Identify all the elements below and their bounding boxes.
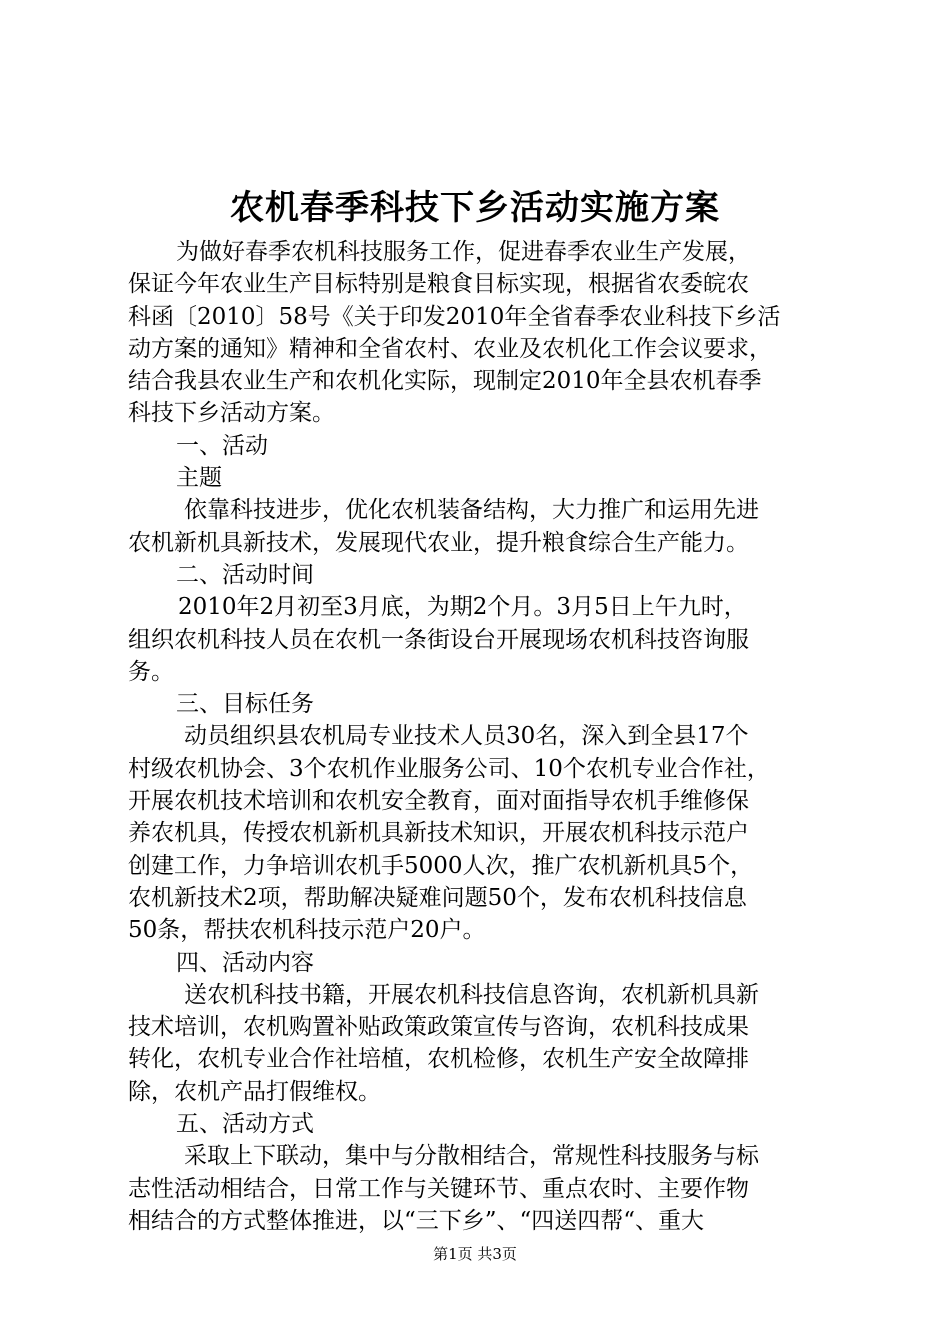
section-heading: 一、活动	[176, 432, 268, 459]
text-line: 保证今年农业生产目标特别是粮食目标实现，根据省农委皖农	[128, 271, 749, 298]
text-line: 送农机科技书籍，开展农机科技信息咨询，农机新机具新	[184, 981, 759, 1008]
document-body	[128, 236, 836, 1237]
text-line: 开展农机技术培训和农机安全教育，面对面指导农机手维修保	[128, 788, 749, 815]
text-line: 结合我县农业生产和农机化实际，现制定2010年全县农机春季	[128, 368, 762, 395]
document-title: 农机春季科技下乡活动实施方案	[230, 188, 720, 228]
text-line: 农机新机具新技术，发展现代农业，提升粮食综合生产能力。	[128, 529, 749, 556]
text-line: 科函〔2010〕58号《关于印发2010年全省春季农业科技下乡活	[128, 303, 781, 330]
text-line: 村级农机协会、3个农机作业服务公司、10个农机专业合作社，	[128, 755, 770, 782]
text-line: 志性活动相结合，日常工作与关键环节、重点农时、主要作物	[128, 1175, 749, 1202]
text-line: 2010年2月初至3月底，为期2个月。3月5日上午九时，	[178, 594, 747, 621]
section-heading: 五、活动方式	[176, 1111, 314, 1138]
section-heading: 二、活动时间	[176, 561, 314, 588]
text-line: 除，农机产品打假维权。	[128, 1078, 381, 1105]
text-line: 技术培训，农机购置补贴政策政策宣传与咨询，农机科技成果	[128, 1014, 749, 1041]
text-line: 科技下乡活动方案。	[128, 400, 335, 427]
text-line: 50条，帮扶农机科技示范户20户。	[128, 917, 486, 944]
text-line: 相结合的方式整体推进，以“三下乡”、“四送四帮“、重大	[128, 1207, 705, 1234]
text-line: 动方案的通知》精神和全省农村、农业及农机化工作会议要求，	[128, 335, 772, 362]
section-heading: 四、活动内容	[176, 949, 314, 976]
text-line: 养农机具，传授农机新机具新技术知识，开展农机科技示范户	[128, 820, 749, 847]
text-line: 组织农机科技人员在农机一条街设台开展现场农机科技咨询服	[128, 626, 749, 653]
text-line: 创建工作，力争培训农机手5000人次，推广农机新机具5个，	[128, 852, 754, 879]
text-line: 采取上下联动，集中与分散相结合，常规性科技服务与标	[184, 1143, 759, 1170]
text-line: 依靠科技进步，优化农机装备结构，大力推广和运用先进	[184, 497, 759, 524]
page-footer: 第1页 共3页	[433, 1245, 517, 1263]
text-line: 务。	[128, 658, 174, 685]
text-line: 农机新技术2项，帮助解决疑难问题50个，发布农机科技信息	[128, 884, 747, 911]
section-heading: 三、目标任务	[176, 691, 314, 718]
text-line: 为做好春季农机科技服务工作，促进春季农业生产发展，	[176, 239, 751, 265]
text-line: 动员组织县农机局专业技术人员30名，深入到全县17个	[184, 723, 749, 750]
text-line: 转化，农机专业合作社培植，农机检修，农机生产安全故障排	[128, 1046, 749, 1073]
section-heading: 主题	[176, 465, 222, 492]
